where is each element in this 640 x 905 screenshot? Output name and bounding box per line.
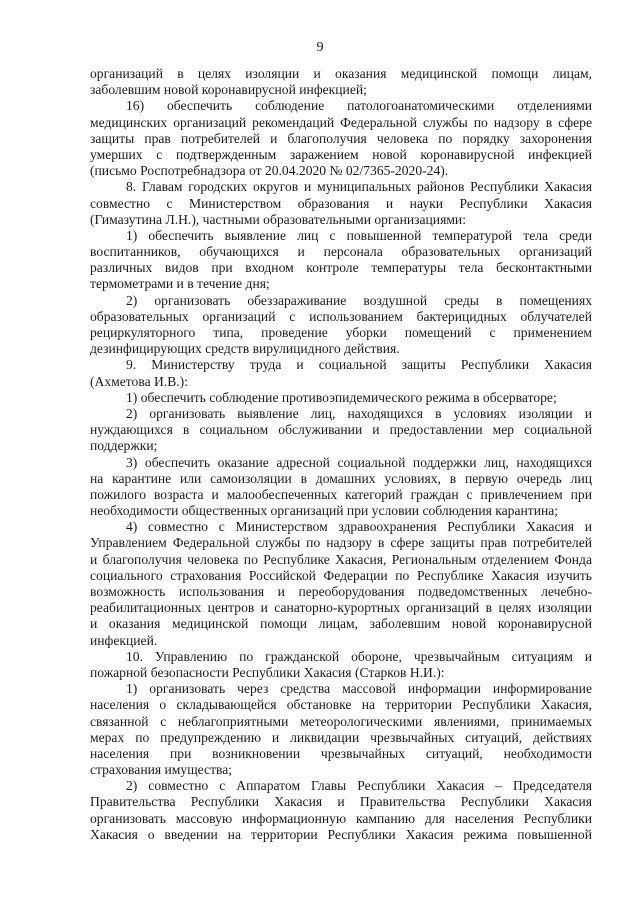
text-line: образовательных организаций с использованием бактерицидных облучателей — [90, 308, 592, 324]
text-line: населения о складывающейся обстановке на территории Республики Хакасия, — [90, 697, 592, 713]
text-line: 9. Министерству труда и социальной защиты Республики Хакасия — [126, 357, 592, 373]
text-line: дезинфицирующих средств вирулицидного действия. — [90, 341, 400, 357]
text-line: страхования имущества; — [90, 762, 233, 778]
text-line: Хакасия о введении на территории Республики Хакасия режима повышенной — [90, 826, 592, 842]
text-line: термометрами и в течение дня; — [90, 276, 270, 292]
text-line: 2) организовать выявление лиц, находящихся в условиях изоляции и — [126, 405, 592, 421]
text-line: 10. Управлению по гражданской обороне, чрезвычайным ситуациям и — [126, 648, 592, 664]
text-line: совместно с Министерством образования и науки Республики Хакасия — [90, 195, 592, 211]
text-line: 1) обеспечить соблюдение противоэпидемического режима в обсерваторе; — [126, 389, 557, 405]
text-line: Правительства Республики Хакасия и Правительства Республики Хакасия — [90, 794, 592, 810]
text-line: Управлением Федеральной службы по надзору в сфере защиты прав потребителей — [90, 535, 592, 551]
text-line: необходимости общественных организаций при условии соблюдения карантина; — [90, 503, 559, 519]
text-line: 1) обеспечить выявление лиц с повышенной температурой тела среди — [126, 227, 592, 243]
text-line: (письмо Роспотребнадзора от 20.04.2020 № 02/7365-2020-24). — [90, 163, 449, 179]
text-line: инфекцией. — [90, 632, 158, 648]
text-line: воспитанников, обучающихся и персонала образовательных организаций — [90, 244, 592, 260]
text-line: 2) организовать обеззараживание воздушной среды в помещениях — [126, 292, 592, 308]
text-line: нуждающихся в социальном обслуживании и предоставлении мер социальной — [90, 422, 592, 438]
text-line: возможность использования и переоборудования подведомственных лечебно- — [90, 584, 592, 599]
text-line: пожарной безопасности Республики Хакасия (Старков Н.И.): — [90, 664, 445, 680]
text-line: мерах по предупреждению и ликвидации чрезвычайных ситуаций, действиях — [90, 729, 592, 745]
text-line: защиты прав потребителей и благополучия человека по порядку захоронения — [90, 130, 592, 146]
text-line: населения при возникновении чрезвычайных ситуаций, необходимости — [90, 745, 592, 761]
text-line: пожилого возраста и малообеспеченных категорий граждан с привлечением при — [90, 486, 592, 502]
text-line: (Гимазутина Л.Н.), частными образовательными организациями: — [90, 211, 466, 227]
text-line: 1) организовать через средства массовой информации информирование — [126, 681, 592, 697]
page-number: 9 — [316, 40, 324, 55]
text-line: рециркуляторного типа, проведение уборки помещений с применением — [90, 325, 592, 340]
text-line: социального страхования Российской Федерации по Республике Хакасия изучить — [90, 567, 592, 583]
text-line: на карантине или самоизоляции в домашних условиях, в первую очередь лиц — [90, 470, 592, 486]
text-line: организовать массовую информационную кампанию для населения Республики — [90, 810, 592, 826]
text-line: медицинских организаций рекомендаций Федеральной службы по надзору в сфере — [90, 114, 592, 130]
text-line: 16) обеспечить соблюдение патологоанатомическими отделениями — [126, 98, 592, 114]
text-line: связанной с неблагоприятными метеорологическими явлениями, принимаемых — [90, 713, 592, 729]
text-line: различных видов при входном контроле температуры тела бесконтактными — [90, 260, 592, 276]
text-line: и благополучия человека по Республике Хакасия, Региональным отделением Фонда — [90, 551, 592, 567]
text-line: умерших с подтвержденным заражением новой коронавирусной инфекцией — [90, 146, 592, 162]
text-line: 4) совместно с Министерством здравоохранения Республики Хакасия и — [126, 519, 592, 535]
text-line: и оказания медицинской помощи лицам, заболевшим новой коронавирусной — [90, 616, 592, 632]
text-line: организаций в целях изоляции и оказания медицинской помощи лицам, — [90, 66, 592, 81]
document-body — [90, 66, 592, 843]
text-line: 8. Главам городских округов и муниципальных районов Республики Хакасия — [126, 179, 592, 195]
text-line: заболевшим новой коронавирусной инфекцией; — [90, 82, 367, 98]
text-line: поддержки; — [90, 438, 158, 454]
text-line: 2) совместно с Аппаратом Главы Республики Хакасия – Председателя — [126, 778, 592, 794]
text-line: 3) обеспечить оказание адресной социальной поддержки лиц, находящихся — [126, 454, 592, 470]
text-line: (Ахметова И.В.): — [90, 373, 188, 389]
text-line: реабилитационных центров и санаторно-курортных организаций в целях изоляции — [90, 600, 592, 616]
